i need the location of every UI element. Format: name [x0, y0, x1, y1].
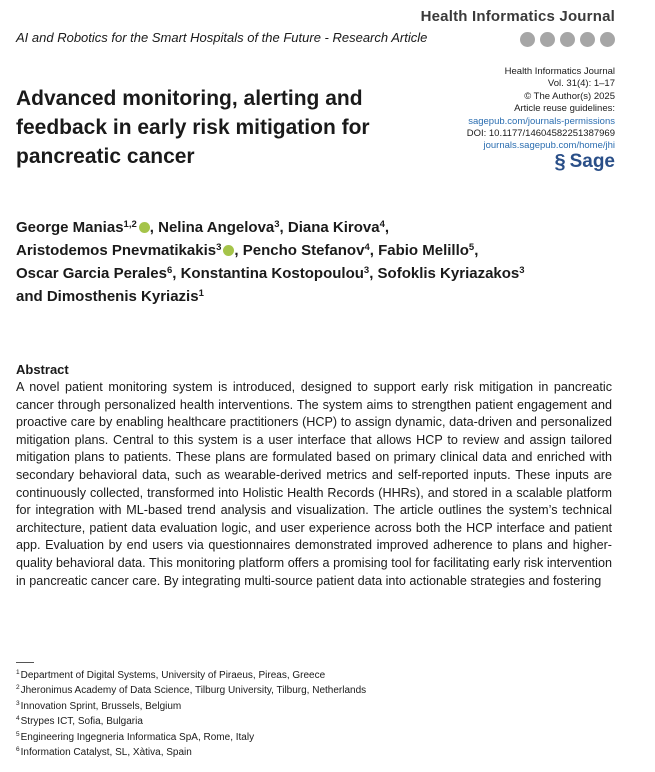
affiliation-item [16, 714, 366, 729]
affiliation-text: Engineering Ingegneria Informatica SpA, Rome, Italy [20, 731, 255, 743]
affiliation-number: 4 [16, 715, 20, 723]
author-name: George Manias [16, 219, 124, 236]
author-affiliation-sup: 4 [364, 242, 370, 253]
sage-s-logo-icon: § [554, 150, 566, 173]
author-affiliation-sup: 3 [363, 265, 370, 276]
author-affiliation-sup: 3 [519, 265, 525, 276]
author-name: Pencho Stefanov [242, 242, 365, 259]
journal-home-link[interactable]: journals.sagepub.com/home/jhi [483, 140, 615, 152]
author-affiliation-sup: 3 [274, 219, 280, 230]
reuse-link[interactable]: sagepub.com/journals-permissions [468, 115, 615, 127]
header-dot [600, 32, 615, 47]
header-dot [540, 32, 555, 47]
affiliation-text: Innovation Sprint, Brussels, Belgium [20, 700, 182, 712]
author-list: George Manias$^{1,2}$ , Nelina Angelova$^3$, Diana Kirova$^4$, Aristodemos Pnevmatikakis$^3$ , Pencho Stefanov$^4$, Fabio Melillo$^5$, Oscar Garcia Perales$^6$, Konstantina Kostopoulou$^3$, Sofoklis Kyriazakos$^3$ and Dimosthenis Kyriazis$^1$ [16, 219, 525, 305]
section-label: AI and Robotics for the Smart Hospitals of the Future - Research Article [16, 30, 428, 45]
author-affiliation-sup: 3 [216, 242, 222, 253]
affiliation-number: 2 [16, 684, 20, 692]
affiliation-item [16, 683, 366, 698]
header-dot [560, 32, 575, 47]
meta-copyright: © The Author(s) 2025 [524, 90, 615, 102]
affiliation-list [16, 668, 366, 760]
affiliation-text: Strypes ICT, Sofia, Bulgaria [20, 716, 143, 728]
author-name: Diana Kirova [287, 219, 380, 236]
publisher-name: Sage [569, 150, 615, 172]
article-meta [466, 66, 615, 173]
author-name: Aristodemos Pnevmatikakis [16, 242, 217, 259]
affiliation-text: Department of Digital Systems, University of Piraeus, Pireas, Greece [20, 670, 326, 681]
meta-reuse-label: Article reuse guidelines: [514, 103, 615, 115]
author-name: Oscar Garcia Perales [16, 265, 167, 282]
abstract-heading: Abstract [16, 362, 69, 377]
orcid-icon[interactable] [139, 222, 150, 233]
article-title: Advanced monitoring, alerting and feedback in early risk mitigation for pancreatic cancer [16, 87, 370, 168]
author-affiliation-sup: 4 [379, 219, 385, 230]
meta-doi[interactable]: DOI: 10.1177/14604582251387969 [466, 128, 615, 140]
affiliation-number: 1 [16, 669, 20, 676]
header-dot [580, 32, 595, 47]
affiliation-text: Jheronimus Academy of Data Science, Tilburg University, Tilburg, Netherlands [20, 685, 367, 697]
affiliation-number: 3 [16, 699, 20, 707]
affiliation-number: 5 [16, 730, 20, 738]
author-name: Sofoklis Kyriazakos [377, 265, 520, 282]
journal-name: Health Informatics Journal [420, 8, 615, 25]
author-name: Fabio Melillo [378, 242, 469, 259]
author-name: Nelina Angelova [158, 219, 275, 236]
author-affiliation-sup: 6 [166, 265, 173, 276]
affiliation-item [16, 668, 366, 683]
author-name: Konstantina Kostopoulou [180, 265, 364, 282]
footnote-rule [16, 662, 34, 663]
sage-logo[interactable] [467, 150, 615, 173]
header-dots [520, 32, 615, 47]
author-affiliation-sup: 5 [468, 242, 475, 253]
affiliation-item [16, 745, 366, 760]
author-affiliation-sup: 1,2 [123, 219, 137, 230]
affiliation-text: Information Catalyst, SL, Xàtiva, Spain [20, 747, 192, 759]
affiliation-item [16, 699, 366, 714]
affiliation-item [16, 730, 366, 745]
abstract-text: A novel patient monitoring system is introduced, designed to support early risk mitigation in pancreatic cancer through personalized health interventions. The system aims to strengthen patient engagement and proactive care by enabling healthcare practitioners (HCP) to assign dynamic, data-driven and personalized mitigation plans. Central to this system is a user interface that allows HCP to review and assign tailored mitigation plans to patients. These plans are formulated based on primary clinical data and enriched with secondary behavioral data, such as wearable-derived metrics and self-reported inputs. These inputs are continuously collected, transformed into Holistic Health Records (HHRs), and stored in a scalable platform for integration with ML-based trend analysis and visualization. The article outlines the system’s technical architecture, patient data evaluation logic, and user experience across both the HCP interface and patient app. Evaluation by end users via questionnaires demonstrated improved adherence to plans and higher-quality behavioral data. This monitoring platform offers a promising tool for facilitating early risk intervention in pancreatic cancer care. By integrating multi-source patient data into actionable strategies and fostering [16, 380, 612, 588]
orcid-icon[interactable] [223, 245, 234, 256]
author-affiliation-sup: 1 [198, 288, 204, 299]
meta-volume: Vol. 31(4): 1–17 [547, 78, 615, 90]
header-dot [520, 32, 535, 47]
meta-journal: Health Informatics Journal [504, 66, 615, 77]
author-name: Dimosthenis Kyriazis [46, 288, 199, 305]
affiliation-number: 6 [16, 746, 20, 754]
